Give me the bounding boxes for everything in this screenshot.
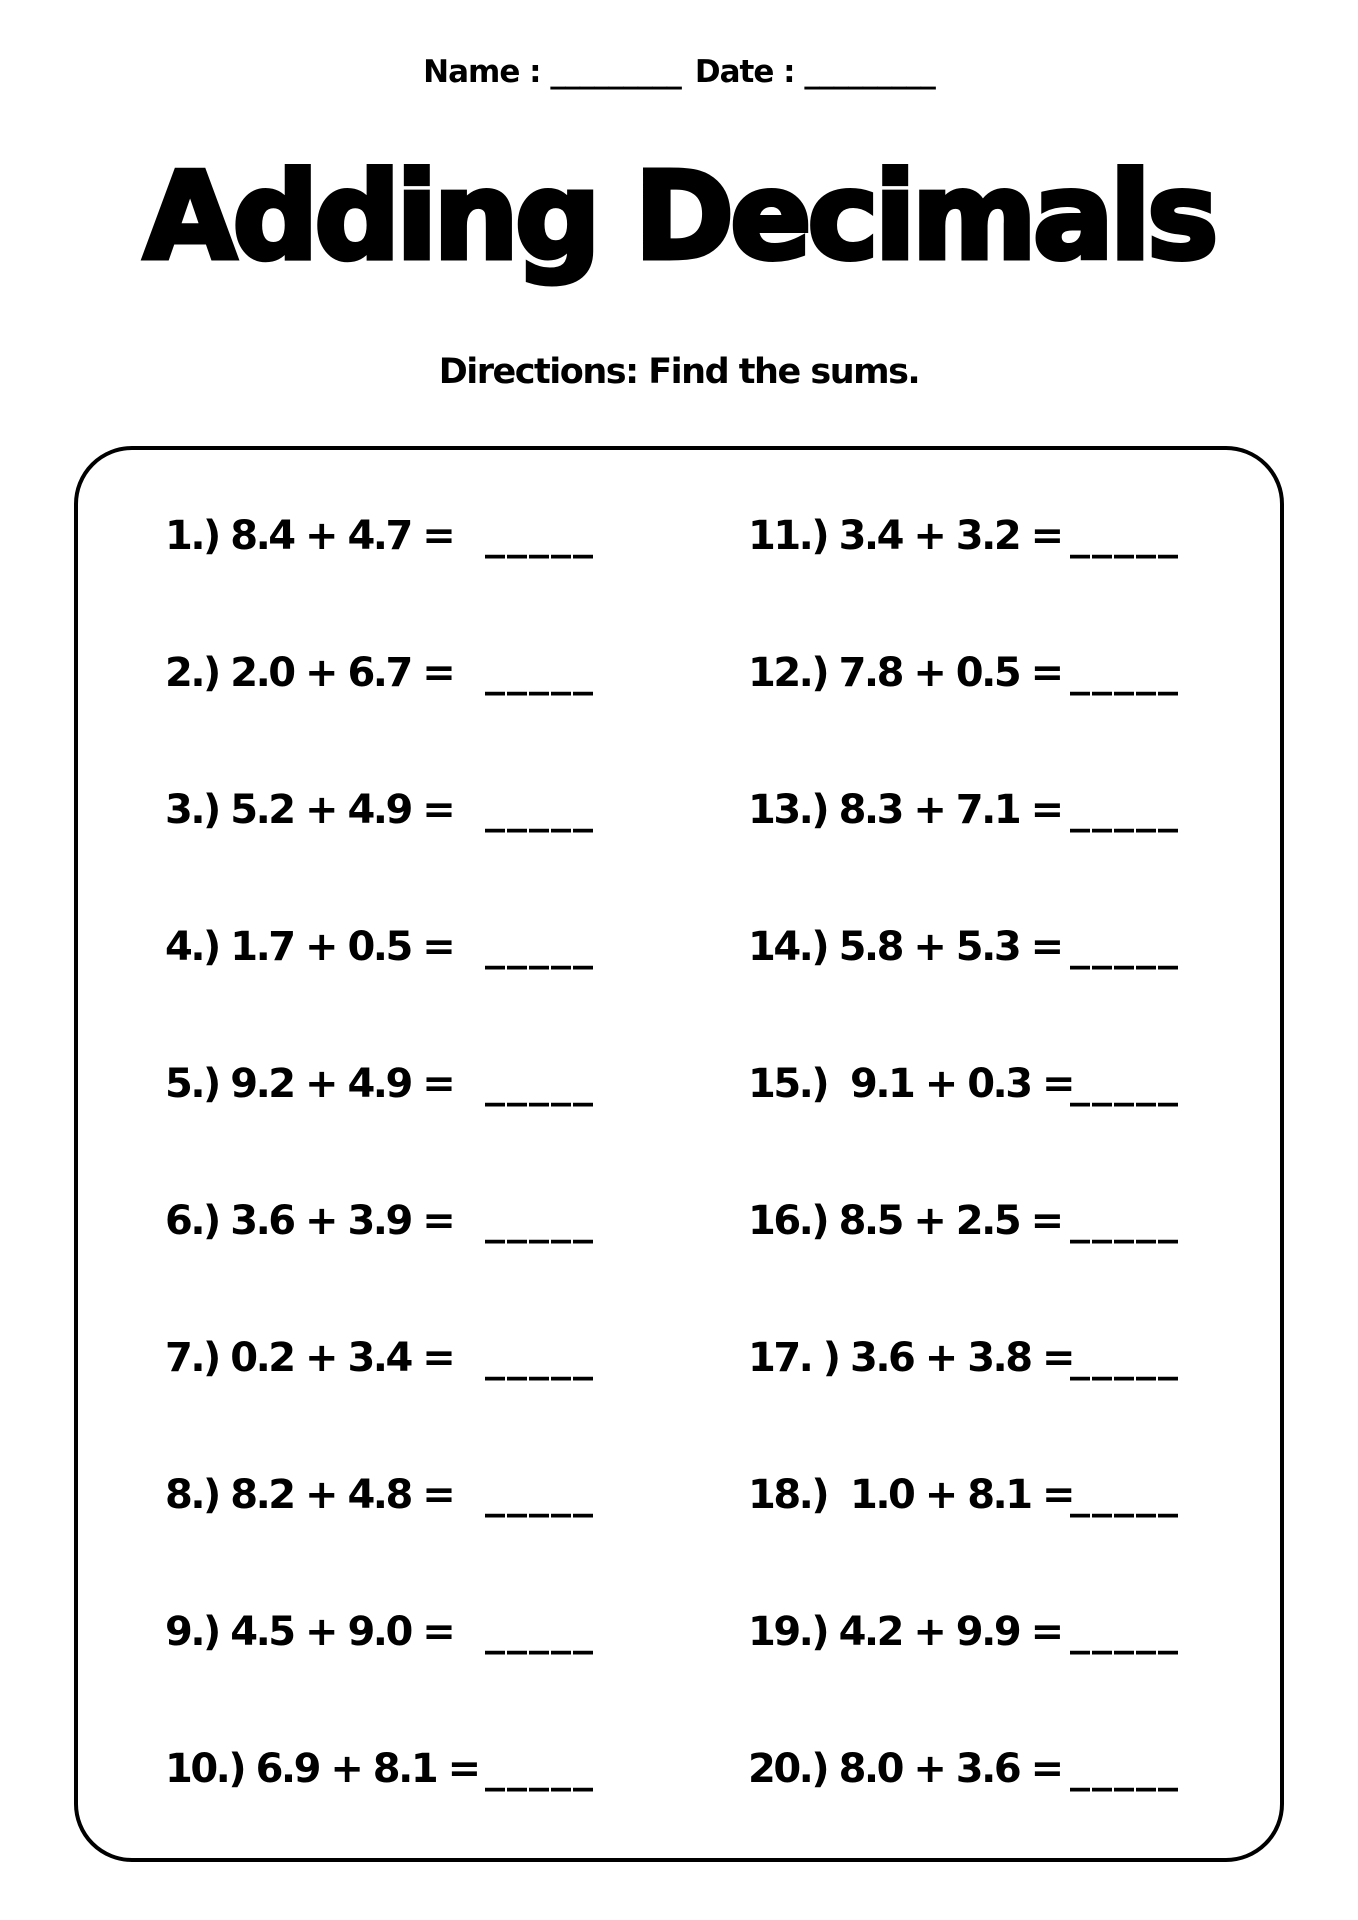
problem-expression: 8.) 8.2 + 4.8 = [165,1472,454,1518]
problem-item [748,922,1208,972]
problem-item [165,1196,625,1246]
name-date-line [0,54,1358,90]
problem-expression: 17. ) 3.6 + 3.8 = [748,1335,1074,1381]
problem-item [748,1607,1208,1657]
answer-blank[interactable]: _____ [1070,513,1180,559]
problem-item [748,1059,1208,1109]
problem-item [748,1333,1208,1383]
problem-item [165,648,625,698]
problem-expression: 2.) 2.0 + 6.7 = [165,650,454,696]
problem-expression: 19.) 4.2 + 9.9 = [748,1609,1062,1655]
answer-blank[interactable]: _____ [485,1609,595,1655]
answer-blank[interactable]: _____ [485,787,595,833]
problem-item [748,1470,1208,1520]
problem-item [165,1059,625,1109]
answer-blank[interactable]: _____ [485,1198,595,1244]
answer-blank[interactable]: _____ [1070,924,1180,970]
answer-blank[interactable]: _____ [1070,650,1180,696]
problem-item [165,1607,625,1657]
problem-expression: 3.) 5.2 + 4.9 = [165,787,454,833]
problem-item [748,1196,1208,1246]
problem-item [165,1333,625,1383]
problem-expression: 20.) 8.0 + 3.6 = [748,1746,1062,1792]
directions-text: Directions: Find the sums. [438,352,920,392]
answer-blank[interactable]: _____ [1070,1609,1180,1655]
problem-expression: 4.) 1.7 + 0.5 = [165,924,454,970]
problem-item [748,1744,1208,1794]
answer-blank[interactable]: _____ [1070,1061,1180,1107]
answer-blank[interactable]: _____ [485,513,595,559]
problem-expression: 12.) 7.8 + 0.5 = [748,650,1062,696]
problem-expression: 7.) 0.2 + 3.4 = [165,1335,454,1381]
problem-expression: 18.) 1.0 + 8.1 = [748,1472,1074,1518]
answer-blank[interactable]: _____ [1070,1198,1180,1244]
problem-expression: 13.) 8.3 + 7.1 = [748,787,1062,833]
problem-item [165,511,625,561]
problem-expression: 5.) 9.2 + 4.9 = [165,1061,454,1107]
problem-item [165,1470,625,1520]
problem-expression: 15.) 9.1 + 0.3 = [748,1061,1074,1107]
answer-blank[interactable]: _____ [1070,1335,1180,1381]
answer-blank[interactable]: _____ [485,1335,595,1381]
problem-expression: 9.) 4.5 + 9.0 = [165,1609,454,1655]
problem-expression: 1.) 8.4 + 4.7 = [165,513,454,559]
problem-item [748,648,1208,698]
problem-item [165,1744,625,1794]
answer-blank[interactable]: _____ [485,1746,595,1792]
answer-blank[interactable]: _____ [1070,787,1180,833]
answer-blank[interactable]: _____ [1070,1746,1180,1792]
answer-blank[interactable]: _____ [485,924,595,970]
problem-expression: 16.) 8.5 + 2.5 = [748,1198,1062,1244]
problem-item [748,511,1208,561]
name-field[interactable]: Name : _________ [423,54,681,90]
date-field[interactable]: Date : _________ [694,54,935,90]
worksheet-title: Adding Decimals [143,148,1215,287]
problem-item [165,785,625,835]
problem-item [165,922,625,972]
answer-blank[interactable]: _____ [1070,1472,1180,1518]
problem-expression: 6.) 3.6 + 3.9 = [165,1198,454,1244]
answer-blank[interactable]: _____ [485,1472,595,1518]
problem-expression: 10.) 6.9 + 8.1 = [165,1746,479,1792]
problem-item [748,785,1208,835]
problem-expression: 11.) 3.4 + 3.2 = [748,513,1062,559]
answer-blank[interactable]: _____ [485,1061,595,1107]
problem-expression: 14.) 5.8 + 5.3 = [748,924,1062,970]
answer-blank[interactable]: _____ [485,650,595,696]
